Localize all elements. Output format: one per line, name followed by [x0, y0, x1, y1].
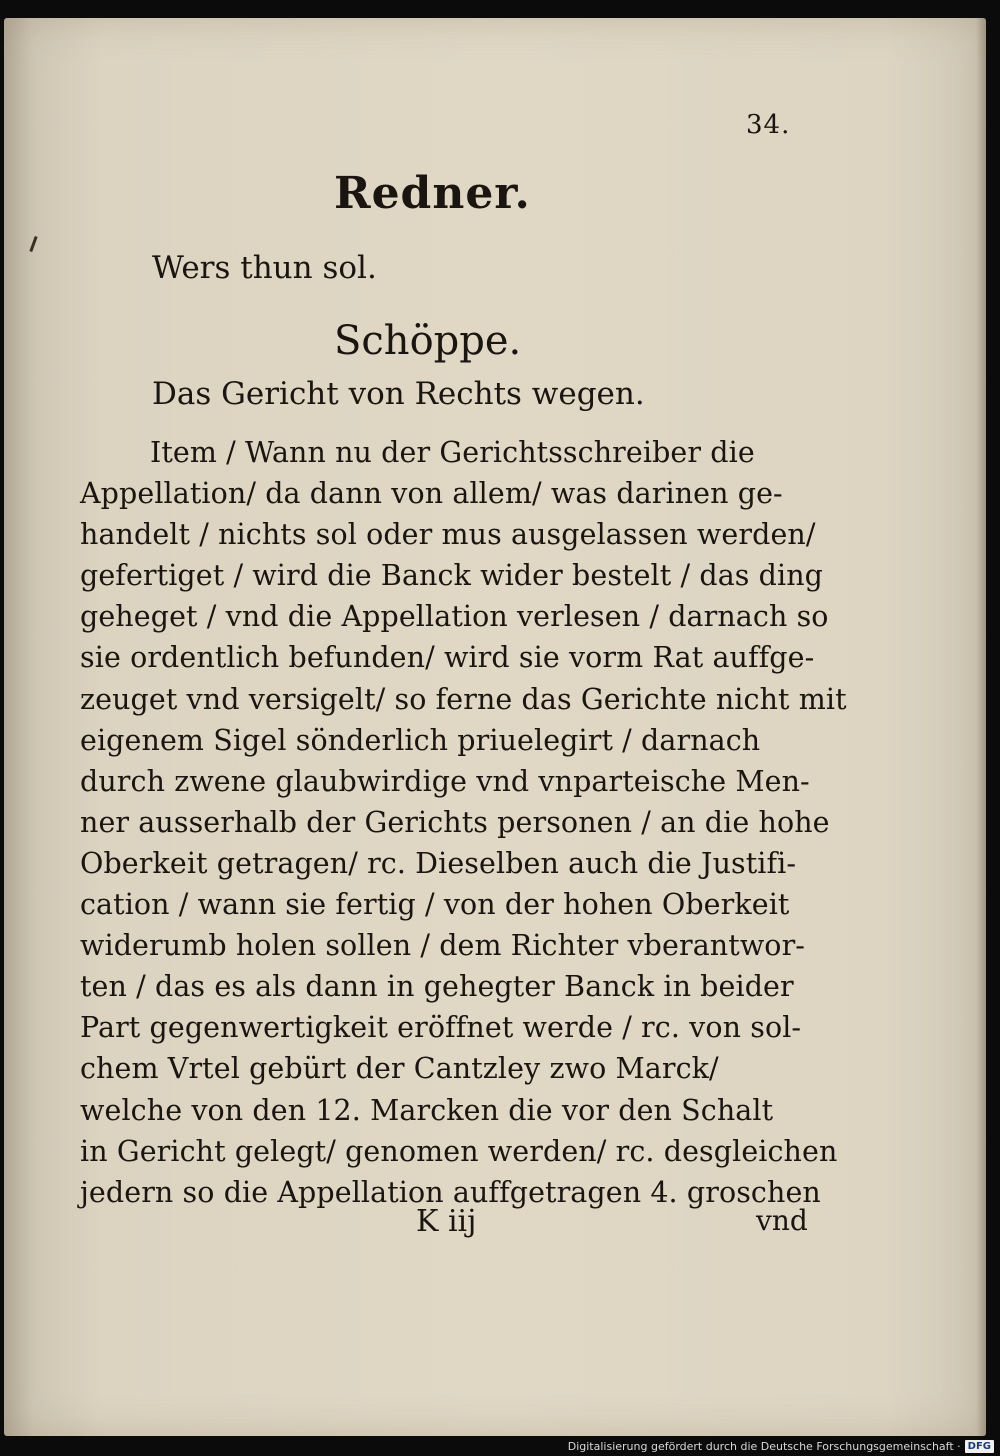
book-page	[4, 18, 986, 1436]
body-line: zeuget vnd versigelt/ so ferne das Gerichte nicht mit	[80, 682, 847, 716]
footer-credit: Digitalisierung gefördert durch die Deutsche Forschungsgemeinschaft ·	[567, 1439, 961, 1453]
body-line: cation / wann sie fertig / von der hohen Oberkeit	[80, 888, 790, 922]
body-line: in Gericht gelegt/ genomen werden/ rc. desgleichen	[80, 1134, 838, 1168]
page-edge-shadow	[976, 18, 986, 1436]
margin-mark	[29, 236, 37, 252]
body-line: Oberkeit getragen/ rc. Dieselben auch die Justifi-	[80, 846, 797, 880]
body-line: Appellation/ da dann von allem/ was darinen ge-	[80, 477, 783, 511]
body-line: ner ausserhalb der Gerichts personen / an die hohe	[80, 805, 830, 839]
body-text	[80, 432, 847, 1213]
body-line: welche von den 12. Marcken die vor den Schalt	[80, 1093, 774, 1127]
body-line: handelt / nichts sol oder mus ausgelassen werden/	[80, 518, 816, 552]
body-line: geheget / vnd die Appellation verlesen / darnach so	[80, 600, 829, 634]
body-line: ten / das es als dann in gehegter Banck in beider	[80, 970, 794, 1004]
body-line: Item / Wann nu der Gerichtsschreiber die	[150, 436, 755, 469]
body-line: widerumb holen sollen / dem Richter vberantwor-	[80, 929, 806, 963]
page-number: 34.	[746, 110, 791, 140]
body-line: sie ordentlich befunden/ wird sie vorm Rat auffge-	[80, 641, 815, 675]
stage-line: Wers thun sol.	[152, 250, 377, 286]
signature-mark: K iij	[416, 1204, 477, 1239]
body-line: durch zwene glaubwirdige vnd vnparteische Men-	[80, 764, 810, 798]
body-line: gefertiget / wird die Banck wider bestelt / das ding	[80, 559, 824, 593]
speaker-heading: Redner.	[334, 168, 531, 219]
body-line: jedern so die Appellation auffgetragen 4. groschen	[80, 1175, 821, 1209]
body-line: chem Vrtel gebürt der Cantzley zwo Marck/	[80, 1052, 719, 1086]
second-speaker-heading: Schöppe.	[334, 318, 522, 364]
second-stage-line: Das Gericht von Rechts wegen.	[152, 376, 645, 412]
catchword: vnd	[756, 1204, 808, 1237]
digitization-footer	[568, 1438, 994, 1454]
body-line: eigenem Sigel sönderlich priuelegirt / darnach	[80, 723, 761, 757]
dfg-logo: DFG	[965, 1440, 994, 1453]
body-line: Part gegenwertigkeit eröffnet werde / rc. von sol-	[80, 1011, 802, 1045]
